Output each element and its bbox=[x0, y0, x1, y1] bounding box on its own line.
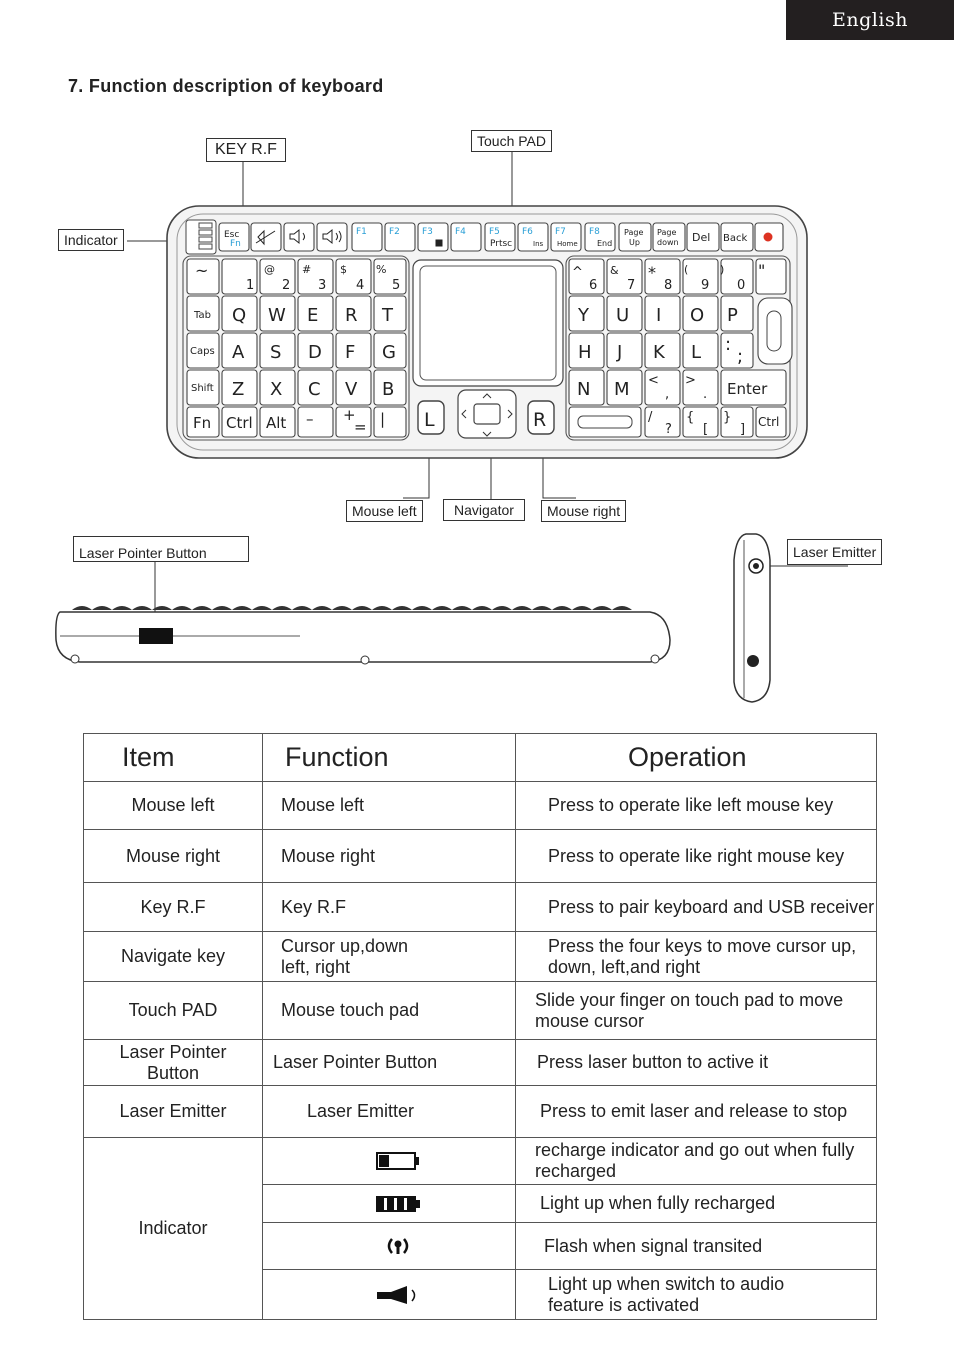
row-function: Mouse left bbox=[263, 782, 516, 830]
callout-laser-pointer-button: Laser Pointer Button bbox=[73, 536, 249, 562]
svg-text:Ins: Ins bbox=[533, 240, 544, 248]
svg-text:<: < bbox=[648, 373, 659, 388]
svg-text:~: ~ bbox=[195, 261, 209, 280]
svg-text:1: 1 bbox=[246, 278, 255, 293]
svg-text:O: O bbox=[690, 305, 705, 326]
svg-text:X: X bbox=[270, 379, 283, 400]
row-operation: Press laser button to active it bbox=[516, 1040, 877, 1086]
keyboard-body bbox=[167, 206, 807, 458]
language-tab: English bbox=[786, 0, 954, 40]
svg-text:D: D bbox=[308, 342, 322, 363]
row-item: Laser Pointer Button bbox=[84, 1040, 263, 1086]
svg-text:Esc: Esc bbox=[224, 230, 240, 240]
svg-text:6: 6 bbox=[589, 278, 598, 293]
svg-text:F2: F2 bbox=[389, 227, 400, 237]
indicator-icon-cell bbox=[263, 1270, 516, 1320]
svg-text:;: ; bbox=[737, 346, 744, 367]
row-operation: Light up when fully recharged bbox=[516, 1185, 877, 1223]
svg-text:F3: F3 bbox=[422, 227, 433, 237]
header-function: Function bbox=[263, 734, 516, 782]
svg-text:5: 5 bbox=[392, 278, 401, 293]
table-row bbox=[84, 782, 877, 830]
svg-text:Back: Back bbox=[723, 233, 748, 244]
table-row bbox=[84, 1138, 877, 1185]
svg-text:F5: F5 bbox=[489, 227, 500, 237]
svg-text:Caps: Caps bbox=[190, 346, 215, 357]
row-function: Laser Emitter bbox=[263, 1086, 516, 1138]
svg-text:M: M bbox=[614, 379, 630, 400]
callout-indicator: Indicator bbox=[58, 229, 124, 251]
svg-text:F: F bbox=[345, 342, 356, 363]
table-row bbox=[84, 982, 877, 1040]
svg-text:&: & bbox=[610, 264, 619, 277]
battery-low-icon bbox=[281, 1151, 515, 1171]
svg-text:Prtsc: Prtsc bbox=[490, 239, 513, 249]
callout-laser-emitter: Laser Emitter bbox=[787, 539, 882, 565]
row-item: Navigate key bbox=[84, 932, 263, 982]
svg-text:L: L bbox=[424, 409, 435, 431]
row-function: Mouse touch pad bbox=[263, 982, 516, 1040]
callout-navigator: Navigator bbox=[443, 499, 525, 521]
row-item: Mouse right bbox=[84, 830, 263, 883]
row-item: Touch PAD bbox=[84, 982, 263, 1040]
svg-text:Home: Home bbox=[557, 240, 578, 248]
header-item: Item bbox=[84, 734, 263, 782]
svg-text:7: 7 bbox=[627, 278, 636, 293]
svg-text:|: | bbox=[380, 410, 386, 428]
svg-text:E: E bbox=[307, 305, 319, 326]
keyboard-end-view bbox=[734, 534, 770, 702]
row-item: Laser Emitter bbox=[84, 1086, 263, 1138]
row-operation: Light up when switch to audio feature is activated bbox=[516, 1270, 877, 1320]
svg-text:#: # bbox=[302, 263, 312, 276]
svg-text:/: / bbox=[648, 410, 653, 425]
svg-text:Alt: Alt bbox=[266, 414, 287, 432]
svg-text:Tab: Tab bbox=[194, 310, 211, 321]
svg-text:8: 8 bbox=[664, 278, 673, 293]
signal-icon bbox=[281, 1235, 515, 1257]
section-title: 7. Function description of keyboard bbox=[68, 76, 384, 96]
row-operation: Press to operate like left mouse key bbox=[516, 782, 877, 830]
svg-text:*: * bbox=[648, 263, 656, 282]
svg-text:J: J bbox=[617, 342, 623, 363]
row-item: Mouse left bbox=[84, 782, 263, 830]
svg-text:F1: F1 bbox=[356, 227, 367, 237]
svg-text:L: L bbox=[691, 342, 702, 363]
svg-text:Z: Z bbox=[232, 379, 245, 400]
svg-text:9: 9 bbox=[701, 278, 710, 293]
svg-text:A: A bbox=[232, 342, 245, 363]
svg-text:R: R bbox=[533, 409, 547, 431]
table-row bbox=[84, 830, 877, 883]
svg-text:,: , bbox=[665, 387, 670, 402]
keyboard-side-view bbox=[56, 606, 670, 664]
svg-text:+: + bbox=[343, 406, 356, 424]
function-table bbox=[83, 733, 877, 1320]
row-operation: Press the four keys to move cursor up, down, left,and right bbox=[516, 932, 877, 982]
callout-touch-pad: Touch PAD bbox=[471, 130, 552, 152]
svg-text:S: S bbox=[270, 342, 282, 363]
svg-text:F4: F4 bbox=[455, 227, 466, 237]
svg-text:0: 0 bbox=[737, 278, 746, 293]
indicator-item: Indicator bbox=[84, 1138, 263, 1320]
svg-text:F6: F6 bbox=[522, 227, 533, 237]
svg-text:Ctrl: Ctrl bbox=[226, 414, 253, 432]
svg-text:B: B bbox=[382, 379, 395, 400]
battery-full-icon bbox=[281, 1194, 515, 1214]
svg-text:Page: Page bbox=[624, 228, 644, 237]
svg-text:": " bbox=[758, 261, 766, 280]
svg-text:[: [ bbox=[703, 422, 709, 437]
row-operation: Press to emit laser and release to stop bbox=[516, 1086, 877, 1138]
svg-text:R: R bbox=[345, 305, 358, 326]
svg-text:2: 2 bbox=[282, 278, 291, 293]
svg-text:W: W bbox=[268, 305, 286, 326]
svg-text:): ) bbox=[720, 263, 725, 276]
table-row bbox=[84, 1086, 877, 1138]
row-function: Key R.F bbox=[263, 883, 516, 932]
svg-text:G: G bbox=[382, 342, 396, 363]
svg-text:Fn: Fn bbox=[193, 414, 212, 432]
svg-text:$: $ bbox=[340, 263, 347, 276]
svg-text:K: K bbox=[653, 342, 665, 363]
indicator-icon-cell bbox=[263, 1185, 516, 1223]
row-function: Mouse right bbox=[263, 830, 516, 883]
svg-text:(: ( bbox=[684, 263, 689, 276]
svg-text:Ctrl: Ctrl bbox=[758, 415, 780, 429]
svg-text:N: N bbox=[577, 379, 591, 400]
svg-text:F7: F7 bbox=[555, 227, 566, 237]
svg-text:Up: Up bbox=[629, 238, 640, 247]
svg-text:Del: Del bbox=[692, 231, 711, 244]
svg-text:>: > bbox=[685, 373, 696, 388]
svg-text:End: End bbox=[597, 239, 613, 248]
row-item: Key R.F bbox=[84, 883, 263, 932]
callout-mouse-left: Mouse left bbox=[346, 500, 423, 522]
svg-text:@: @ bbox=[264, 263, 275, 276]
svg-text:–: – bbox=[306, 410, 314, 428]
row-operation: Slide your finger on touch pad to move mouse cursor bbox=[516, 982, 877, 1040]
speaker-icon bbox=[281, 1284, 515, 1306]
svg-text:3: 3 bbox=[318, 278, 327, 293]
svg-text:V: V bbox=[345, 379, 358, 400]
svg-text:=: = bbox=[354, 418, 367, 436]
callout-mouse-right: Mouse right bbox=[541, 500, 626, 522]
indicator-icon-cell bbox=[263, 1223, 516, 1270]
table-row bbox=[84, 1040, 877, 1086]
table-row bbox=[84, 932, 877, 982]
svg-text:^: ^ bbox=[572, 265, 583, 280]
indicator-icon-cell bbox=[263, 1138, 516, 1185]
svg-text:Fn: Fn bbox=[230, 239, 241, 249]
svg-text:C: C bbox=[308, 379, 321, 400]
svg-text:]: ] bbox=[740, 422, 746, 437]
svg-text:{: { bbox=[686, 410, 695, 425]
svg-text:down: down bbox=[657, 238, 679, 247]
header-operation: Operation bbox=[516, 734, 877, 782]
table-row bbox=[84, 883, 877, 932]
svg-text:Shift: Shift bbox=[191, 383, 214, 394]
row-operation: recharge indicator and go out when fully recharged bbox=[516, 1138, 877, 1185]
svg-text:H: H bbox=[578, 342, 592, 363]
svg-text:?: ? bbox=[665, 422, 672, 437]
svg-text:T: T bbox=[382, 305, 393, 326]
svg-text:U: U bbox=[616, 305, 630, 326]
svg-text:Q: Q bbox=[232, 305, 247, 326]
svg-text:%: % bbox=[376, 263, 387, 276]
table-header-row bbox=[84, 734, 877, 782]
svg-text:Page: Page bbox=[657, 228, 677, 237]
svg-text:P: P bbox=[727, 305, 738, 326]
svg-text:I: I bbox=[656, 305, 662, 326]
svg-text:Enter: Enter bbox=[727, 380, 768, 398]
svg-text::: : bbox=[725, 334, 732, 355]
row-operation: Press to pair keyboard and USB receiver bbox=[516, 883, 877, 932]
svg-text:F8: F8 bbox=[589, 227, 600, 237]
row-operation: Flash when signal transited bbox=[516, 1223, 877, 1270]
svg-text:.: . bbox=[703, 387, 708, 402]
svg-text:}: } bbox=[723, 410, 732, 425]
row-operation: Press to operate like right mouse key bbox=[516, 830, 877, 883]
row-function: Cursor up,down left, right bbox=[263, 932, 516, 982]
svg-text:Y: Y bbox=[578, 305, 589, 326]
callout-key-rf: KEY R.F bbox=[206, 138, 286, 162]
row-function: Laser Pointer Button bbox=[263, 1040, 516, 1086]
svg-text:4: 4 bbox=[356, 278, 365, 293]
